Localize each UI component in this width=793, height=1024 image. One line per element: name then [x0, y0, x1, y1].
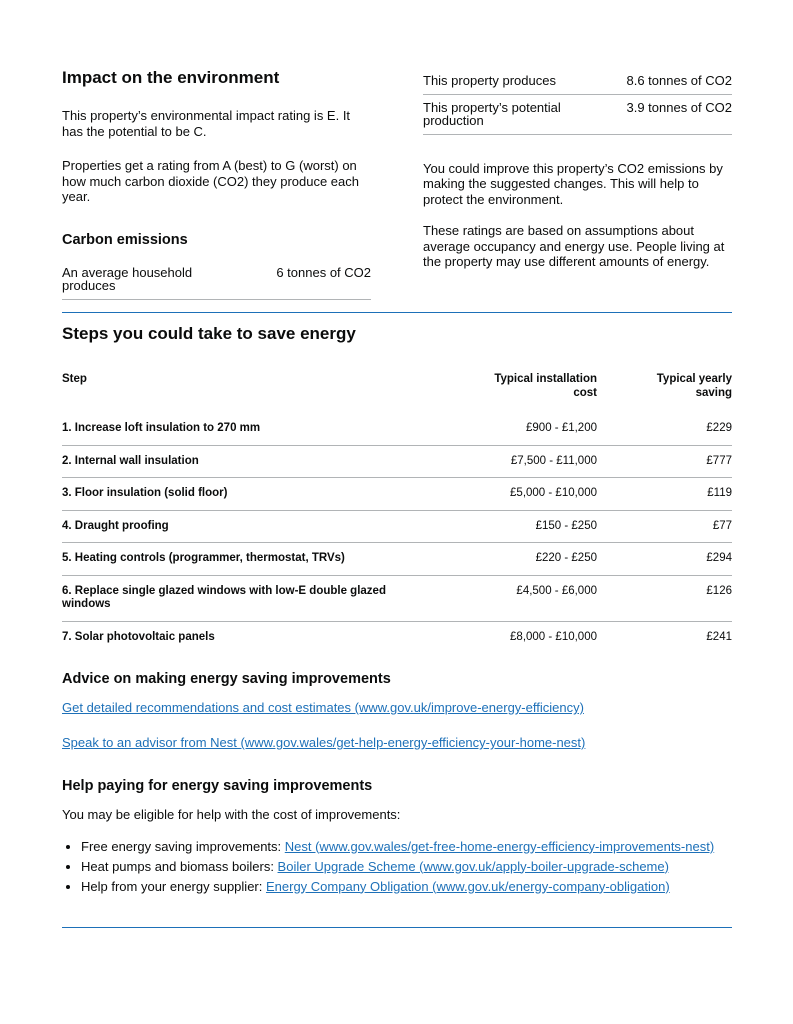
- average-household-value: 6 tonnes of CO2: [276, 264, 371, 280]
- step-name: 6. Replace single glazed windows with low-E double glazed windows: [62, 575, 422, 621]
- section-divider-bottom: [62, 927, 732, 928]
- step-name: 2. Internal wall insulation: [62, 445, 422, 478]
- step-cost: £4,500 - £6,000: [422, 575, 597, 621]
- improve-emissions-text: You could improve this property’s CO2 emissions by making the suggested changes. This will help to protect the environment.: [423, 160, 723, 207]
- environment-rating-text: This property’s environmental impact rating is E. It has the potential to be C.: [62, 108, 351, 139]
- table-row: [62, 478, 732, 511]
- table-row: [62, 510, 732, 543]
- advice-section: [62, 669, 742, 751]
- property-produces-value: 8.6 tonnes of CO2: [626, 73, 732, 88]
- header-saving-text: Typical yearly saving: [656, 373, 732, 399]
- property-produces-row: [423, 74, 732, 95]
- environment-title: Impact on the environment: [62, 68, 280, 87]
- average-household-label: An average household produces: [62, 264, 193, 293]
- help-section: [62, 776, 752, 897]
- boiler-upgrade-scheme-link[interactable]: Boiler Upgrade Scheme (www.gov.uk/apply-boiler-upgrade-scheme): [277, 858, 669, 874]
- list-item: [81, 877, 752, 897]
- carbon-emissions-heading: Carbon emissions: [62, 231, 188, 248]
- step-name: 7. Solar photovoltaic panels: [62, 630, 215, 643]
- list-item: [81, 857, 752, 877]
- header-step: Step: [62, 373, 87, 385]
- nest-advisor-link[interactable]: Speak to an advisor from Nest (www.gov.wales/get-help-energy-efficiency-your-home-nest): [62, 735, 586, 750]
- average-household-row: [62, 266, 371, 300]
- help-list: [62, 837, 752, 897]
- property-potential-value: 3.9 tonnes of CO2: [626, 99, 732, 115]
- table-row: [62, 543, 732, 576]
- step-cost: £220 - £250: [422, 543, 597, 576]
- step-name: 1. Increase loft insulation to 270 mm: [62, 413, 422, 445]
- list-item: [81, 837, 752, 857]
- step-saving: £126: [597, 575, 732, 621]
- assumptions-text: These ratings are based on assumptions about average occupancy and energy use. People living at the property may use different amounts of energy.: [423, 223, 725, 269]
- step-saving: £294: [597, 543, 732, 576]
- step-saving: £241: [706, 630, 732, 643]
- step-saving: £77: [597, 510, 732, 543]
- section-divider-top: [62, 312, 732, 313]
- environment-right-column: [423, 66, 732, 270]
- property-produces-label: This property produces: [423, 73, 556, 88]
- property-potential-row: [423, 95, 732, 135]
- steps-header-row: [62, 372, 732, 413]
- environment-rating-description: Properties get a rating from A (best) to G (worst) on how much carbon dioxide (CO2) they produce each year.: [62, 158, 359, 204]
- nest-free-improvements-link[interactable]: Nest (www.gov.wales/get-free-home-energy-efficiency-improvements-nest): [284, 838, 715, 854]
- steps-table: [62, 372, 732, 653]
- help-item-prefix: Help from your energy supplier:: [81, 878, 266, 894]
- table-row: [62, 445, 732, 478]
- steps-title: Steps you could take to save energy: [62, 324, 356, 343]
- environment-left-column: [62, 66, 371, 300]
- step-saving: £229: [597, 413, 732, 445]
- step-saving: £119: [597, 478, 732, 511]
- header-saving: [597, 372, 732, 413]
- property-potential-label: This property’s potential production: [423, 99, 561, 128]
- help-item-prefix: Heat pumps and biomass boilers:: [81, 858, 278, 874]
- table-row: [62, 413, 732, 445]
- step-saving: £777: [597, 445, 732, 478]
- energy-company-obligation-link[interactable]: Energy Company Obligation (www.gov.uk/energy-company-obligation): [265, 878, 670, 894]
- step-cost: £8,000 - £10,000: [510, 630, 597, 643]
- step-cost: £150 - £250: [422, 510, 597, 543]
- step-cost: £900 - £1,200: [422, 413, 597, 445]
- table-row: [62, 621, 732, 653]
- header-cost-text: Typical installation cost: [494, 373, 597, 399]
- help-item-prefix: Free energy saving improvements:: [81, 838, 285, 854]
- header-cost: [422, 372, 597, 413]
- advice-title: Advice on making energy saving improvements: [62, 671, 391, 687]
- recommendations-link[interactable]: Get detailed recommendations and cost estimates (www.gov.uk/improve-energy-efficiency): [62, 700, 584, 715]
- step-name: 3. Floor insulation (solid floor): [62, 478, 422, 511]
- step-name: 5. Heating controls (programmer, thermostat, TRVs): [62, 543, 422, 576]
- step-cost: £7,500 - £11,000: [422, 445, 597, 478]
- steps-section: [62, 322, 732, 653]
- help-title: Help paying for energy saving improvements: [62, 778, 373, 794]
- table-row: [62, 575, 732, 621]
- step-name: 4. Draught proofing: [62, 510, 422, 543]
- step-cost: £5,000 - £10,000: [422, 478, 597, 511]
- help-intro: You may be eligible for help with the cost of improvements:: [62, 807, 401, 822]
